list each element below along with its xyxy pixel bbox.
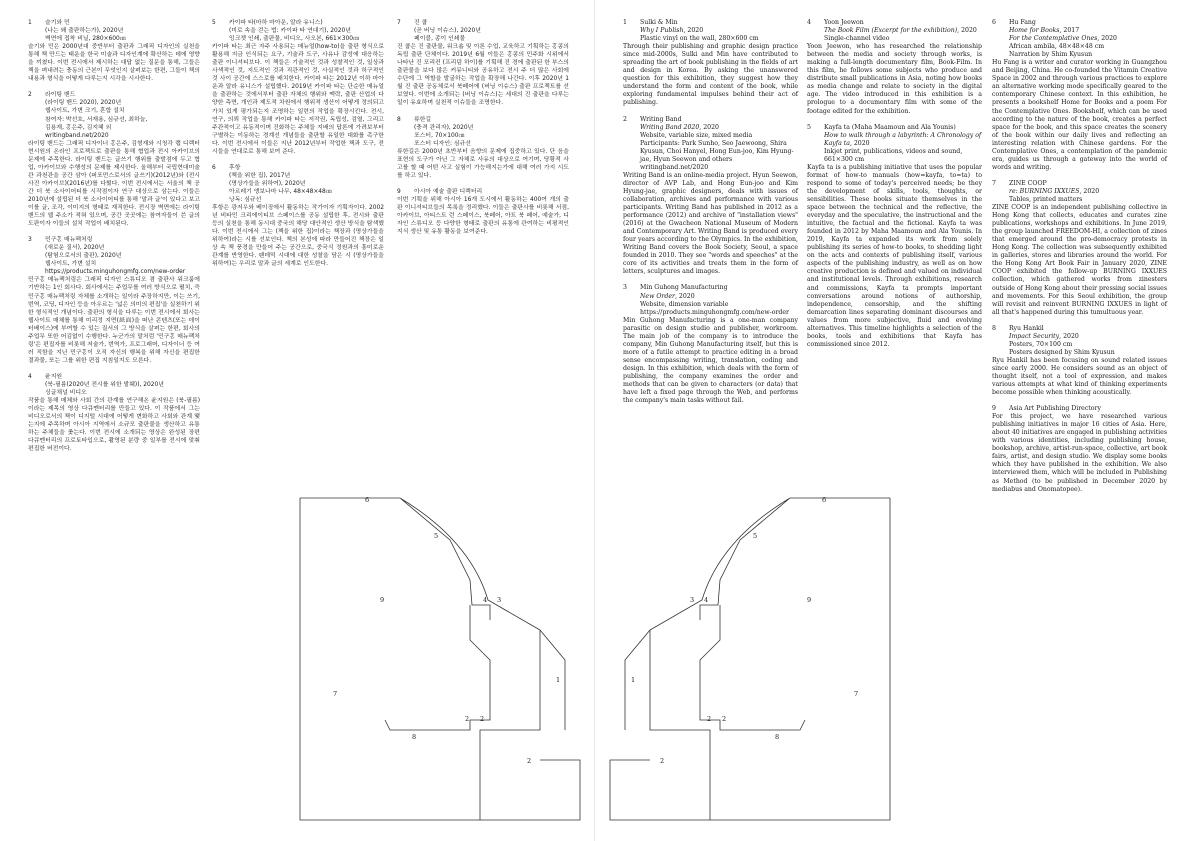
work-year: , 2020 <box>1079 187 1100 195</box>
left-plan-label-7: 7 <box>333 690 338 698</box>
work-title: For the Contemplative Ones <box>1009 35 1098 43</box>
work-detail: (책을 위한 집), 2017년 <box>229 172 291 179</box>
work-title: Why I Publish <box>640 27 684 35</box>
right-floor-plan <box>595 0 1190 841</box>
right-plan-label-7: 7 <box>854 690 859 698</box>
left-plan-label-1: 1 <box>556 676 561 684</box>
artist-name: 슬기와 민 <box>45 20 70 26</box>
left-plan-label-6: 6 <box>365 496 370 504</box>
detail-text: Narration by Shim Kyusun <box>1009 51 1093 59</box>
entry-description: Ryu Hankil has been focusing on sound related issues since early 2000. He considers sound as an object of thought itself, not a tool of expression, and makes various attempts at what kind of thinking experiments become possible when thinking acoustically. <box>992 356 1167 397</box>
right-plan-label-9: 9 <box>807 596 812 604</box>
detail-text: Sulki & Min <box>640 19 678 26</box>
entry-number: 2 <box>28 92 32 99</box>
entry-description: 라이팅 밴드는 그래픽 디자이너 홍은주, 김형재와 시청각 랩 디렉터 현시원의 온라인 프로젝트로 출판을 통해 협업과 전시 아카이브의 문제에 주목한다. 라이팅 밴드는 글쓰기 행위를 출발점에 두고 협업, 아카이브와 수행성의 문제를 제시한다. 올해부터 국립현대미술관 과천관을 공간 삼아 (퍼포먼스로서의 글쓰기)(2012년)와 (전시 사진 아카이브)(2016년)를 다뤘다. 이번 전시에서는 서울의 책 공간 더 북 소사이어티를 시작점이자 연구 대상으로 삼는다. 이들은 2010년에 설립된 더 북 소사이어티를 통해 '말과 글'이 있다고 보고 이를 글, 조각, 이미지의 형태로 재직한다. 전시장 벽면에는 라이팅 밴드의 웹 주소가 적혀 있으며, 공간 곳곳에는 참여자들이 쓴 글의 도판이자 이들의 설치 작업이 배치된다. <box>28 140 200 228</box>
left-plan-label-3: 3 <box>497 596 502 604</box>
right-plan-label-3: 3 <box>690 596 695 604</box>
entry-description: 카이파 타는 최근 자주 사용되는 매뉴얼(how-to)을 출판 형식으로 활용해 지금 인식되는 요구, 기술과 도구, 사유나 감성에 대응하는 출판 이니셔티브다. 이 책들은 기술적인 것과 성찰적인 것, 일상과 사색적인 것, 지도적인 것과 직관적인 것, 사실적인 것과 허구적인 것 사이 공간에 스스로를 배치한다. 카이파 타는 2012년 이하 마아운과 알라 유니스가 설립했다. 2019년 카이파 타는 단순한 매뉴얼을 출판하는 것에서부터 출판 자체의 행위와 맥락, 출판 산업의 다양한 측면, 개인과 제도적 차원에서 행위적 생산이 어떻게 정의되고 가치 있게 평가되는지 조명하는 일련의 작업을 확장시킨다. 전시, 연구, 의뢰 작업을 통해 카이파 타는 저작권, 독립성, 검열, 그리고 주관적이고 유동적이며 진화하는 주체들 지배의 답론에 가려보부터 구별하는 이동하는 경계선 개념들을 출판할 유일한 대화를 촉구한다. 이번 전시에서 이들은 지난 2012년부터 작업한 책과 도구, 전시들을 연대로로 통해 보여 준다. <box>212 44 384 155</box>
detail-text: Participants: Park Sunho, Seo Jaewoong, Shira Kyusun, Choi Hanyel, Hong Eun-joo, Kim Hyung-jae, Hyun Seewon and others <box>640 139 794 163</box>
work-year: , 2020 <box>674 292 695 300</box>
entry-description: Kayfa ta is a publishing initiative that uses the popular format of how-to manuals (how=kayfa, to=ta) to respond to some of today's perceived needs; be they the development of skills, tools, thoughts, or sensibilities. These books situate themselves in the space between the technical and the reflective, the everyday and the speculative, the instructional and the intuitive, the factual and the fictional. Kayfa ta was founded in 2012 by Maha Maamoun and Ala Younis. In 2019, Kayfa ta expanded its work from solely publishing its series of how-to books, to shedding light on the acts and contexts of publishing itself, various aspects of the publishing industry, as well as on how creative production is defined and valued on individual and institutional levels. Through exhibitions, research and commissions, Kayfa ta prompts important conversations around notions of authorship, independence, censorship, and the shifting demarcation lines separating dominant discourses and values from more subjective, fluid and evolving alternatives. This timeline highlights a selection of the books, tools and exhibitions that Kayfa has commissioned since 2012. <box>807 163 982 348</box>
left-plan-label-8: 8 <box>412 733 417 741</box>
left-plan-label-4: 4 <box>483 596 488 604</box>
entry-description: 후항은 광저우와 베이징에서 활동하는 작가이자 기획자이다. 2002년 비타민 크리에이티브 스페이스를 공동 설립한 후, 전시와 출판 등의 실천을 통해 동시대 중국의 해당 대안적인 생산 방식을 탐색했다. 이번 전시에서 그는 (책을 위한 집)이라는 책장과 (명상가들을 위하여)라는 시를 선보인다. 책의 본성에 따라 만들어진 책장은 일상 속 책 풍경을 만들어 주는 공간으로, 중국식 정원과의 흥미로운 관계를 반영한다. 팬데믹 시대에 대한 성찰을 담은 시 (명상가들을 위하여)는 우리로 말과 글의 세계로 인도한다. <box>212 205 384 268</box>
work-detail: 웹사이트, 가변 크기, 혼합 설치 <box>45 108 125 115</box>
entry-number: 3 <box>623 284 627 292</box>
work-year: , 2020 <box>699 123 719 131</box>
entry-number: 3 <box>28 237 32 244</box>
right-plan-label-4: 4 <box>704 596 709 604</box>
entry-description: Through their publishing and graphic design practice since mid-2000s, Sulki and Min have contributed to spreading the art of book publishing in the fields of art and design in Korea. By asking the unanswered question for this exhibition, they suggest how they understand the form and content of the book, while exploring fundamental impulses behind their act of publishing. <box>623 43 798 107</box>
right-plan-label-5: 5 <box>753 532 758 540</box>
entry-number: 7 <box>397 20 401 26</box>
detail-text: Asia Art Publishing Directory <box>1009 405 1101 413</box>
entry-description: Hu Fang is a writer and curator working in Guangzhou and Beijing, China. He co-founded the Vitamin Creative Space in 2002 and through various practices to explore an alternative working mode specifically geared to the contemporary Chinese context. In this exhibition, he presents a bookshelf Home for Books and a poem For the Contemplative Ones. Bookshelf, which can be used according to the nature of the book, creates a perfect space for the book, and this space creates the scenery of the book within our daily lives and reflecting an interesting relation with Chinese gardens. For the Contemplative Ones, a contemplation of the pandemic era, guides us through a gateway into the world of words and writing. <box>992 59 1167 171</box>
detail-text: Yoon Jeewon <box>824 19 864 26</box>
detail-text: African ambila, 48×48×48 cm <box>1009 43 1105 51</box>
detail-text: Inkjet print, publications, videos and sound, 661×300 cm <box>824 147 963 163</box>
entry-description: For this project, we have researched various publishing initiatives in major 16 cities of Asia. Here, about 40 initiatives are engaged in publishing activities with various identities, including publishing house, bookshop, archive, artist-run-space, collective, art book fairs, artist, and design studio. We display some books which they have published in the exhibition. We also interviewed them, which will be included in Publishing as Method (to be published in December 2020 by mediabus and Onomatopee). <box>992 413 1167 493</box>
work-year: , 2017 <box>1059 27 1080 35</box>
work-detail: (탐험으로서의 출판), 2020년 <box>45 253 122 260</box>
artist-name: 류한길 <box>414 116 432 123</box>
work-title: Impact Security <box>1009 332 1060 340</box>
detail-text: https://products.minguhongmfg.com/new-order <box>640 308 789 316</box>
right-plan-label-2a: 2 <box>722 715 727 723</box>
work-detail: 포스터 디자인: 심규선 <box>414 140 471 147</box>
right-plan-outline <box>610 498 890 820</box>
work-detail: (미로 속을 걷는 법: 카이파 타 연대기), 2020년 <box>229 28 351 35</box>
detail-text: writingband.net/2020 <box>640 163 709 171</box>
entry-number: 8 <box>992 324 996 332</box>
work-year: , 2020 <box>683 27 704 35</box>
entry-description: Min Guhong Manufacturing is a one-man company parasitic on design studio and publisher, workroom. The main job of the company is to introduce the company, Min Guhong Manufacturing itself, but this is more of a futile attempt to practice editing in a broad sense encompassing writing, translation, coding and design. In this exhibition, which deals with the form of publishing, the company examines the order and methods that can be given to characters (or data) that have left a fixed page through the Web, and performs the company's main tasks without fail. <box>623 316 798 405</box>
right-plan-label-1: 1 <box>631 676 636 684</box>
left-plan-label-2a: 2 <box>465 715 470 723</box>
left-plan-label-9: 9 <box>380 596 385 604</box>
detail-text: Single-channel video <box>824 35 890 43</box>
right-page <box>595 0 1190 841</box>
work-detail: 아르레기 앵보나마 나무, 48×48×48㎝ <box>229 188 332 195</box>
entry-number: 6 <box>992 19 996 26</box>
work-title: Writing Band 2020 <box>640 123 700 131</box>
work-detail: 페이블, 종이 인쇄물 <box>414 36 466 43</box>
detail-text: Website, variable size, mixed media <box>640 131 753 139</box>
work-title: New Order <box>640 292 675 300</box>
right-plan-label-8: 8 <box>775 733 780 741</box>
entry-number: 9 <box>992 405 996 413</box>
entry-number: 5 <box>212 20 216 26</box>
detail-text: Kayfa ta (Maha Maamoun and Ala Younis) <box>824 123 956 131</box>
entry-description: 민구홍 매뉴팩처링은 그래픽 디자인 스튜디오 겸 출판사 워크룸에 기반하는 1인 회사다. 회사에서는 주업무를 여러 방식으로 펼치, 즉 민구홍 매뉴팩처링 자체를 소개하는 일이라 주장하지만, 이는 쓰기, 번역, 코딩, 디자인 등을 아우르는 '넓은 의미의 편집'을 실천하기 위한 형식적인 개념이다. 출판의 형식을 다루는 이번 전시에서 회사는 웹사이트 매체를 통해 미리정 지면(紙面)을 떠난 콘텐츠(또는 데이터베이스)에 부여할 수 있는 질서의 그 방식을 살펴는 한편, 회사의 주업무 또한 어김없이 수행한다. 누군가의 말처럼 '민구홍 매뉴팩처링'은 편집자를 비롯해 저술가, 번역가, 프로그래머, 디자이너 등 여러 직함을 지닌 민구홍이 오직 자신의 행복을 위해 자신을 편집한 결과물, 또는 그를 위한 편집 지침일지도 모른다. <box>28 277 200 364</box>
entry-description: 작품을 통해 매체와 사회 간의 관계를 연구해온 윤지원은 (북-필름)이라는 제목의 영상 다큐멘터리를 만들고 있다. 이 작품에서 그는 비디오로서의 책이 디지털 시대에 어떻게 변화하고 사회와 관계 맺는지에 주목하며 아시아 지역에서 소규모 출판물을 생산하고 유통하는 주체들을 좇는다. 이번 전시에 소개되는 영상은 완성된 장편 다큐멘터리의 프로토타입으로, 촬영된 분량 중 일부를 전시에 맞춰 편집한 버전이다. <box>28 398 200 453</box>
work-detail: (명상가들을 위하여), 2020년 <box>229 180 306 187</box>
artist-name: 윤지원 <box>45 373 63 380</box>
work-detail: (북-필름(2020년 전시를 위한 발췌)), 2020년 <box>45 381 164 388</box>
work-title: The Book Film (Excerpt for the exhibition) <box>824 27 958 35</box>
work-year: , 2020 <box>849 139 870 147</box>
entry-number: 5 <box>807 123 811 131</box>
work-detail: 낭독: 심규선 <box>229 196 262 203</box>
work-detail: 웹사이트, 가변 설치 <box>45 261 97 268</box>
work-detail: (나는 왜 출판하는가), 2020년 <box>45 28 124 35</box>
work-detail: 벽면에 접착 비닐, 280×600㎝ <box>45 36 126 43</box>
work-detail: 잉크젯 인쇄, 출판물, 비디오, 사오본, 661×300㎝ <box>229 36 359 43</box>
artist-name: 후항 <box>229 164 241 171</box>
work-title: re: BURNING IXXUES <box>1009 187 1080 195</box>
work-detail: 참여자: 박선호, 서재용, 심규선, 최하늘, <box>45 116 148 123</box>
entry-number: 1 <box>28 20 32 26</box>
work-title: How to walk through a labyrinth: A Chronology of Kayfa ta <box>824 131 982 147</box>
detail-text: Writing Band <box>640 115 682 123</box>
artist-name: 진 쿱 <box>414 20 428 26</box>
work-year: , 2020 <box>1059 332 1079 340</box>
left-plan-label-5: 5 <box>434 532 439 540</box>
detail-text: ZINE COOP <box>1009 179 1047 187</box>
entry-description: ZINE COOP is an independent publishing collective in Hong Kong that collects, educates and curates zine publications, workshops and exhibitions. In June 2019, the group launched FREEDOM-HI, a collection of zines that emerged around the pro-democracy protests in Hong Kong. The collection was subsequently exhibited in galleries, stores and libraries around the world. For the Hong Kong Art Book Fair in January 2020, ZINE COOP exhibited the follow-up BURNING IXXUES collection, which gathered works from zinesters outside of Hong Kong about their pressing social issues and movements. For this Seoul exhibition, the group will revisit and reinvent BURNING IXXUES in light of all that's happened during this tumultuous year. <box>992 204 1167 316</box>
work-year: , 2020 <box>957 27 977 35</box>
detail-text: Min Guhong Manufacturing <box>640 284 728 292</box>
work-detail: 김용재, 홍은주, 김지혜 외 <box>45 124 112 131</box>
entry-number: 2 <box>623 115 627 123</box>
left-plan-label-2b: 2 <box>480 715 485 723</box>
work-detail: 포스터, 70×100㎝ <box>414 132 465 139</box>
work-detail: (라이팅 밴드 2020), 2020년 <box>45 100 122 107</box>
right-plan-label-2c: 2 <box>660 757 665 765</box>
left-plan-label-2c: 2 <box>527 757 532 765</box>
detail-text: Website, dimension variable <box>640 300 729 308</box>
right-plan-label-6: 6 <box>822 496 827 504</box>
detail-text: Ryu Hankil <box>1009 324 1044 332</box>
entry-number: 7 <box>992 179 996 187</box>
entry-number: 9 <box>397 188 401 195</box>
artist-name: 아시아 예술 출판 디렉터리 <box>414 188 483 195</box>
artist-name: 민구홍 매뉴팩처링 <box>45 237 93 244</box>
entry-description: 진 쿱은 진 출판물, 워크숍 및 이론 수업, 교육하고 기획하는 홍콩의 독립 출판 단체이다. 2019년 6월 이들은 홍콩의 민주화 시위에서 나타난 진 포리컨 (프리덤 하이)를 기획해 진 경에 출판된 한 부스의 출판물을 보다 많은 커뮤니티와 공유하고 전시 주 더 많은 사회에 수단에 그 역할을 발굴하는 작업을 확장해 나간다. 이후 2020년 1월 진 출판 공동체로서 북페어에 (버닝 이슈스) 출판 프로젝트를 선보였다. 이번에 소개되는 (버닝 이슈스)는 세대의 진 출판을 다루는 일이 유효하며 실천적 이슈들을 조명한다. <box>397 44 569 107</box>
work-title: Home for Books <box>1009 27 1060 35</box>
left-plan-outline <box>300 498 580 820</box>
work-year: , 2020 <box>1097 35 1117 43</box>
detail-text: Tables, printed matters <box>1009 195 1083 203</box>
entry-description: Yoon Jeewon, who has researched the relationship between the media and society through works, is making a full-length documentary film, Book-Film. In this film, he follows some subjects who produce and distribute small publications in Asia, noting how books as media change and relate to society in the digital age. The video introduced in this exhibition is a prologue to a documentary film with some of the footage edited for the exhibition. <box>807 43 982 115</box>
entry-number: 6 <box>212 164 216 171</box>
entry-description: 슬기와 민은 2000년대 중반부터 출판과 그래픽 디자인의 실천을 통해 책 만드는 태운을 한국 미술과 디자인계에 확산하는 데에 영향을 끼쳤다. 이번 전시에서 제시하는 대답 없는 질문을 통해, 그들은 책을 펴내려는 충동의 근본이 무엇인지 살펴보는 한편, 그들이 책의 내용과 형식을 어떻게 다루는지 시각을 시사한다. <box>28 44 200 83</box>
entry-number: 4 <box>28 373 32 380</box>
entry-description: 류한길은 2000년 초반부터 음향의 문제에 집중하고 있다. 단 음을 표현의 도구가 아닌 그 자체로 사유의 대상으로 여기며, 당황적 사고를 할 때 어떤 사고 실험이 가능해지는가에 대해 여러 가지 시도를 하고 있다. <box>397 148 569 179</box>
work-detail: 싱글채널 비디오 <box>45 390 87 397</box>
entry-number: 1 <box>623 19 627 26</box>
work-detail: https://products.minguhongmfg.com/new-order <box>45 269 186 276</box>
detail-text: Hu Fang <box>1009 19 1036 26</box>
right-plan-label-2b: 2 <box>707 715 712 723</box>
entry-number: 8 <box>397 116 401 123</box>
detail-text: Plastic vinyl on the wall, 280×600 cm <box>640 35 759 43</box>
work-detail: (충격 관리자), 2020년 <box>414 124 474 131</box>
work-detail: writingband.net/2020 <box>45 132 109 139</box>
work-detail: (새로운 질서), 2020년 <box>45 245 105 252</box>
artist-name: 라이팅 밴드 <box>45 92 76 99</box>
entry-description: Writing Band is an online-media project. Hyun Seewon, director of AVP Lab, and Hong Eun-joo and Kim Hyung-jae, graphic designers, deals with issues of collaboration, archives and performance with various participants. Writing Band has published in 2012 as a performance (2012) and archive of "installation views" (2016) at the Gwacheon National Museum of Modern and Contemporary Art. Writing Band is produced every four years according to the Olympics. In the exhibition, Writing Band covers the Book Society, Seoul, a space founded in 2010. They see "words and speeches" at the core of its activities and treats them in the form of letters, sculptures and images. <box>623 171 798 276</box>
detail-text: Posters, 70×100 cm <box>1009 340 1073 348</box>
artist-name: 카이파 타(마하 마아운, 알라 유니스) <box>229 20 323 26</box>
detail-text: Posters designed by Shim Kyusun <box>1009 348 1115 356</box>
work-detail: (곧 버닝 이슈스), 2020년 <box>414 28 481 35</box>
entry-description: 이번 기획을 위해 아시아 16개 도시에서 활동하는 400여 개의 출판 이니셔티브들의 목록을 정리했다. 이들은 출판사를 비롯해 서점, 아카이브, 아티스트 런 스페이스, 북페어, 아트 북 페어, 예술가, 디자인 스튜디오 등 다양한 형태로 출판의 유통에 관여하는 비평적인 지식 생산 및 유통 활동을 보여준다. <box>397 196 569 236</box>
entry-number: 4 <box>807 19 811 26</box>
